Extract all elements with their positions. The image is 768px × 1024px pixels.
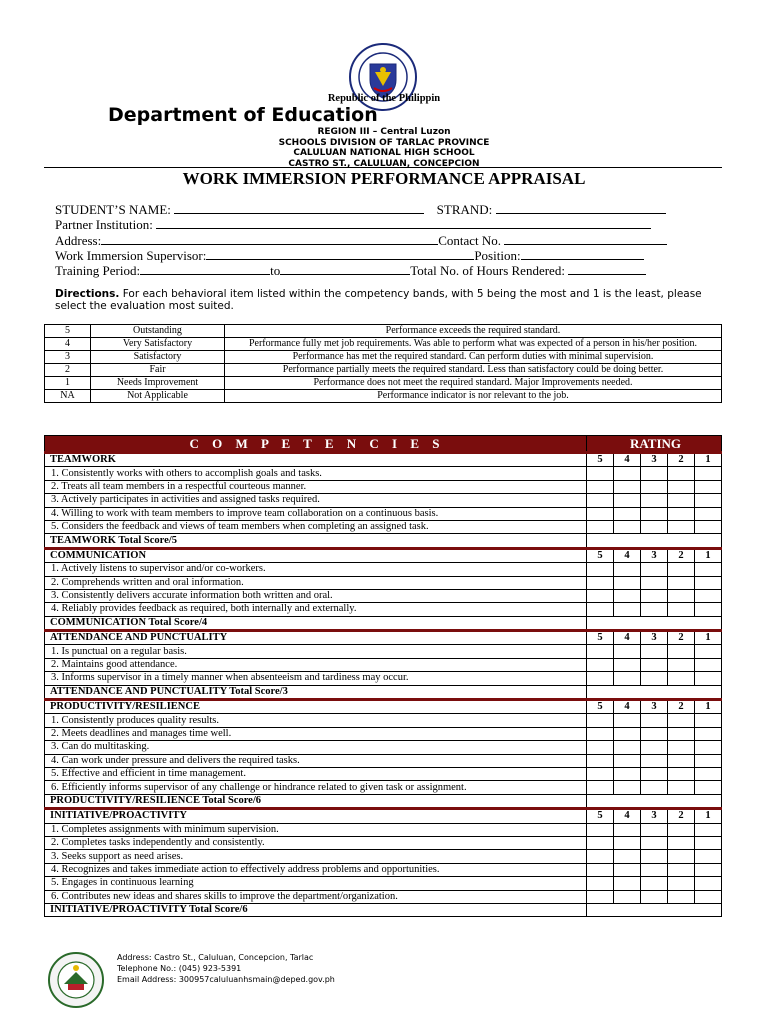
competency-item: 1. Consistently works with others to accomplish goals and tasks. [45, 467, 587, 480]
rating-cell[interactable] [614, 863, 641, 876]
competency-item: 6. Contributes new ideas and shares skills to improve the department/organization. [45, 890, 587, 903]
rating-cell[interactable] [641, 741, 668, 754]
rating-cell[interactable] [587, 494, 614, 507]
competency-item-row [45, 520, 722, 533]
scale-code: 1 [45, 377, 91, 390]
rating-column-label: 5 [587, 631, 614, 645]
total-hours-field[interactable] [568, 263, 646, 275]
rating-cell[interactable] [668, 480, 695, 493]
section-header-row [45, 631, 722, 645]
competency-item-row [45, 741, 722, 754]
training-end-field[interactable] [280, 263, 410, 275]
rating-cell[interactable] [641, 714, 668, 727]
division-line: SCHOOLS DIVISION OF TARLAC PROVINCE [278, 137, 490, 148]
rating-cell[interactable] [587, 467, 614, 480]
training-row [55, 263, 667, 278]
scale-description: Performance does not meet the required standard. Major Improvements needed. [225, 377, 722, 390]
rating-column-label: 5 [587, 548, 614, 562]
scale-label: Needs Improvement [91, 377, 225, 390]
competency-item: 5. Effective and efficient in time management. [45, 767, 587, 780]
rating-cell[interactable] [695, 767, 722, 780]
directions-body: For each behavioral item listed within the competency bands, with 5 being the most and 1 is the least, please select the evaluation most suited. [55, 288, 702, 312]
contact-label: Contact No. [438, 232, 502, 248]
directions-text [55, 288, 715, 312]
competency-item-row [45, 714, 722, 727]
header-divider [44, 167, 722, 168]
rating-cell[interactable] [641, 890, 668, 903]
rating-column-label: 2 [668, 809, 695, 823]
rating-cell[interactable] [695, 781, 722, 794]
rating-cell[interactable] [587, 890, 614, 903]
rating-cell[interactable] [614, 741, 641, 754]
rating-cell[interactable] [695, 672, 722, 685]
rating-column-label: 4 [614, 453, 641, 467]
section-total-label: ATTENDANCE AND PUNCTUALITY Total Score/3 [45, 685, 587, 699]
competency-item-row [45, 877, 722, 890]
rating-cell[interactable] [695, 467, 722, 480]
rating-cell[interactable] [668, 714, 695, 727]
rating-cell[interactable] [614, 507, 641, 520]
competency-item: 2. Treats all team members in a respectful courteous manner. [45, 480, 587, 493]
rating-column-label: 2 [668, 631, 695, 645]
rating-cell[interactable] [587, 714, 614, 727]
competencies-heading: C O M P E T E N C I E S [45, 436, 587, 453]
section-header-row [45, 548, 722, 562]
school-line: CALULUAN NATIONAL HIGH SCHOOL [293, 148, 475, 158]
rating-cell[interactable] [587, 603, 614, 616]
section-title: COMMUNICATION [45, 548, 587, 562]
section-total-row [45, 903, 722, 916]
footer-contact [117, 952, 335, 985]
rating-cell[interactable] [668, 576, 695, 589]
rating-cell[interactable] [695, 589, 722, 602]
rating-column-label: 5 [587, 809, 614, 823]
rating-cell[interactable] [668, 781, 695, 794]
rating-cell[interactable] [695, 741, 722, 754]
republic-heading: Republic of the Philippin [327, 93, 441, 104]
section-total-row [45, 794, 722, 808]
rating-column-label: 1 [695, 631, 722, 645]
rating-cell[interactable] [587, 823, 614, 836]
scale-description: Performance exceeds the required standard. [225, 325, 722, 338]
rating-cell[interactable] [668, 863, 695, 876]
footer-address: Address: Castro St., Caluluan, Concepcion, Tarlac [117, 953, 314, 962]
rating-cell[interactable] [668, 727, 695, 740]
student-name-field[interactable] [174, 202, 424, 214]
rating-cell[interactable] [695, 480, 722, 493]
rating-cell[interactable] [668, 507, 695, 520]
rating-cell[interactable] [695, 576, 722, 589]
scale-row [45, 390, 722, 403]
rating-cell[interactable] [614, 781, 641, 794]
rating-cell[interactable] [587, 576, 614, 589]
competency-item-row [45, 645, 722, 658]
competency-item-row [45, 480, 722, 493]
section-total-row [45, 685, 722, 699]
rating-cell[interactable] [641, 823, 668, 836]
competency-item-row [45, 754, 722, 767]
rating-cell[interactable] [614, 563, 641, 576]
competency-item: 2. Completes tasks independently and consistently. [45, 836, 587, 849]
rating-cell[interactable] [587, 480, 614, 493]
strand-field[interactable] [496, 202, 666, 214]
competency-item: 3. Consistently delivers accurate information both written and oral. [45, 589, 587, 602]
rating-cell[interactable] [695, 890, 722, 903]
rating-cell[interactable] [614, 494, 641, 507]
position-field[interactable] [521, 248, 644, 260]
rating-cell[interactable] [695, 850, 722, 863]
competency-item: 2. Meets deadlines and manages time well. [45, 727, 587, 740]
rating-cell[interactable] [614, 467, 641, 480]
competency-item-row [45, 467, 722, 480]
rating-cell[interactable] [587, 836, 614, 849]
scale-row [45, 364, 722, 377]
competency-item: 5. Engages in continuous learning [45, 877, 587, 890]
street-line: CASTRO ST., CALULUAN, CONCEPCION [288, 158, 480, 169]
rating-cell[interactable] [668, 850, 695, 863]
rating-cell[interactable] [614, 890, 641, 903]
competency-item-row [45, 658, 722, 671]
rating-cell[interactable] [641, 645, 668, 658]
rating-column-label: 4 [614, 809, 641, 823]
scale-row [45, 338, 722, 351]
total-hours-label: Total No. of Hours Rendered: [410, 263, 565, 279]
rating-cell[interactable] [614, 714, 641, 727]
competency-item-row [45, 672, 722, 685]
rating-cell[interactable] [695, 603, 722, 616]
competency-item-row [45, 507, 722, 520]
competency-item: 3. Actively participates in activities and assigned tasks required. [45, 494, 587, 507]
rating-cell[interactable] [668, 520, 695, 533]
rating-cell[interactable] [695, 520, 722, 533]
rating-cell[interactable] [668, 823, 695, 836]
section-total-label: COMMUNICATION Total Score/4 [45, 616, 587, 630]
competency-item: 5. Considers the feedback and views of team members when completing an assigned task. [45, 520, 587, 533]
rating-cell[interactable] [668, 603, 695, 616]
rating-cell[interactable] [641, 494, 668, 507]
rating-cell[interactable] [614, 658, 641, 671]
partner-field[interactable] [156, 217, 651, 229]
rating-cell[interactable] [668, 754, 695, 767]
section-total-row [45, 534, 722, 548]
rating-column-label: 2 [668, 453, 695, 467]
rating-column-label: 3 [641, 453, 668, 467]
rating-cell[interactable] [587, 645, 614, 658]
competency-item: 1. Is punctual on a regular basis. [45, 645, 587, 658]
competency-item: 4. Reliably provides feedback as required, both internally and externally. [45, 603, 587, 616]
rating-column-label: 5 [587, 700, 614, 714]
rating-heading: RATING [587, 436, 722, 453]
to-label: to [270, 263, 281, 279]
supervisor-field[interactable] [206, 248, 474, 260]
section-total-label: TEAMWORK Total Score/5 [45, 534, 587, 548]
section-total-score-cell[interactable] [587, 794, 722, 808]
competency-item-row [45, 890, 722, 903]
strand-label: STRAND: [436, 202, 493, 217]
rating-cell[interactable] [614, 836, 641, 849]
rating-cell[interactable] [695, 507, 722, 520]
competency-item: 4. Can work under pressure and delivers the required tasks. [45, 754, 587, 767]
rating-column-label: 3 [641, 809, 668, 823]
rating-cell[interactable] [614, 520, 641, 533]
rating-cell[interactable] [695, 714, 722, 727]
scale-description: Performance partially meets the required standard. Less than satisfactory could be doing better. [225, 364, 722, 377]
rating-cell[interactable] [695, 877, 722, 890]
rating-cell[interactable] [614, 576, 641, 589]
section-title: INITIATIVE/PROACTIVITY [45, 809, 587, 823]
training-start-field[interactable] [140, 263, 270, 275]
rating-cell[interactable] [614, 480, 641, 493]
competency-item: 3. Informs supervisor in a timely manner when absenteeism and tardiness may occur. [45, 672, 587, 685]
rating-column-label: 4 [614, 700, 641, 714]
footer-telephone: Telephone No.: (045) 923-5391 [117, 964, 242, 973]
address-label: Address: [55, 232, 102, 248]
competencies-table [44, 435, 722, 917]
competency-item-row [45, 494, 722, 507]
rating-cell[interactable] [587, 727, 614, 740]
scale-description: Performance fully met job requirements. Was able to perform what was expected of a person in his/her position. [225, 338, 722, 351]
scale-code: 2 [45, 364, 91, 377]
rating-cell[interactable] [614, 823, 641, 836]
school-seal-logo [48, 952, 104, 1008]
rating-cell[interactable] [587, 781, 614, 794]
student-info-fields [55, 202, 667, 278]
rating-column-label: 3 [641, 700, 668, 714]
rating-cell[interactable] [641, 863, 668, 876]
rating-cell[interactable] [641, 781, 668, 794]
rating-cell[interactable] [668, 741, 695, 754]
rating-cell[interactable] [641, 603, 668, 616]
competency-item-row [45, 823, 722, 836]
rating-cell[interactable] [587, 507, 614, 520]
rating-cell[interactable] [695, 754, 722, 767]
competency-item-row [45, 836, 722, 849]
rating-cell[interactable] [668, 890, 695, 903]
supervisor-label: Work Immersion Supervisor: [55, 247, 207, 263]
rating-cell[interactable] [695, 658, 722, 671]
training-period-label: Training Period: [55, 263, 141, 279]
department-heading: Department of Education [108, 104, 378, 126]
competency-item: 6. Efficiently informs supervisor of any challenge or hindrance related to given task or assignment. [45, 781, 587, 794]
rating-cell[interactable] [641, 767, 668, 780]
rating-cell[interactable] [641, 877, 668, 890]
rating-cell[interactable] [614, 767, 641, 780]
rating-column-label: 2 [668, 700, 695, 714]
rating-cell[interactable] [668, 645, 695, 658]
student-name-label: STUDENT’S NAME: [55, 202, 171, 217]
rating-cell[interactable] [641, 480, 668, 493]
rating-column-label: 2 [668, 548, 695, 562]
competency-item: 4. Willing to work with team members to improve team collaboration on a continuous basis. [45, 507, 587, 520]
competency-item: 3. Can do multitasking. [45, 741, 587, 754]
rating-cell[interactable] [668, 836, 695, 849]
rating-column-label: 5 [587, 453, 614, 467]
address-field[interactable] [101, 233, 438, 245]
footer-email: Email Address: 300957caluluanhsmain@deped.gov.ph [117, 975, 335, 984]
rating-cell[interactable] [668, 563, 695, 576]
section-title: ATTENDANCE AND PUNCTUALITY [45, 631, 587, 645]
competency-item-row [45, 576, 722, 589]
rating-cell[interactable] [614, 672, 641, 685]
rating-cell[interactable] [641, 589, 668, 602]
rating-cell[interactable] [695, 863, 722, 876]
competency-item-row [45, 781, 722, 794]
student-name-row [55, 202, 667, 217]
competency-item-row [45, 863, 722, 876]
rating-cell[interactable] [641, 850, 668, 863]
rating-column-label: 1 [695, 453, 722, 467]
supervisor-row [55, 248, 667, 263]
section-total-label: PRODUCTIVITY/RESILIENCE Total Score/6 [45, 794, 587, 808]
rating-cell[interactable] [668, 589, 695, 602]
rating-cell[interactable] [587, 850, 614, 863]
rating-cell[interactable] [614, 754, 641, 767]
rating-column-label: 1 [695, 809, 722, 823]
rating-cell[interactable] [695, 563, 722, 576]
competencies-header-row [45, 436, 722, 453]
section-header-row [45, 809, 722, 823]
competency-item-row [45, 767, 722, 780]
contact-field[interactable] [504, 233, 667, 245]
rating-cell[interactable] [641, 520, 668, 533]
rating-cell[interactable] [641, 563, 668, 576]
rating-cell[interactable] [587, 754, 614, 767]
scale-label: Very Satisfactory [91, 338, 225, 351]
directions-label: Directions. [55, 288, 120, 300]
scale-code: 5 [45, 325, 91, 338]
scale-label: Satisfactory [91, 351, 225, 364]
competency-item: 1. Consistently produces quality results. [45, 714, 587, 727]
rating-cell[interactable] [641, 836, 668, 849]
rating-cell[interactable] [614, 877, 641, 890]
rating-cell[interactable] [641, 658, 668, 671]
rating-column-label: 1 [695, 700, 722, 714]
rating-cell[interactable] [695, 836, 722, 849]
competency-item-row [45, 850, 722, 863]
rating-cell[interactable] [614, 727, 641, 740]
section-total-label: INITIATIVE/PROACTIVITY Total Score/6 [45, 903, 587, 916]
rating-cell[interactable] [587, 589, 614, 602]
competency-item-row [45, 727, 722, 740]
rating-cell[interactable] [641, 576, 668, 589]
scale-code: 4 [45, 338, 91, 351]
competency-item: 1. Actively listens to supervisor and/or co-workers. [45, 563, 587, 576]
position-label: Position: [474, 247, 521, 263]
partner-row [55, 217, 667, 232]
rating-cell[interactable] [614, 603, 641, 616]
rating-cell[interactable] [641, 754, 668, 767]
partner-label: Partner Institution: [55, 217, 153, 233]
section-total-row [45, 616, 722, 630]
scale-description: Performance has met the required standard. Can perform duties with minimal supervision. [225, 351, 722, 364]
rating-cell[interactable] [695, 494, 722, 507]
rating-cell[interactable] [695, 727, 722, 740]
rating-cell[interactable] [587, 863, 614, 876]
scale-row [45, 377, 722, 390]
rating-cell[interactable] [641, 727, 668, 740]
rating-cell[interactable] [614, 589, 641, 602]
rating-scale-table [44, 324, 722, 403]
rating-cell[interactable] [587, 672, 614, 685]
rating-column-label: 3 [641, 631, 668, 645]
rating-cell[interactable] [587, 563, 614, 576]
office-address-block [200, 127, 568, 169]
rating-cell[interactable] [587, 658, 614, 671]
competency-item: 4. Recognizes and takes immediate action to effectively address problems and opportunities. [45, 863, 587, 876]
rating-cell[interactable] [668, 767, 695, 780]
rating-cell[interactable] [587, 520, 614, 533]
rating-cell[interactable] [695, 645, 722, 658]
rating-cell[interactable] [641, 467, 668, 480]
rating-cell[interactable] [695, 823, 722, 836]
rating-cell[interactable] [587, 767, 614, 780]
scale-label: Fair [91, 364, 225, 377]
scale-code: 3 [45, 351, 91, 364]
scale-row [45, 351, 722, 364]
section-total-score-cell[interactable] [587, 534, 722, 548]
rating-cell[interactable] [668, 672, 695, 685]
rating-cell[interactable] [641, 507, 668, 520]
form-title: WORK IMMERSION PERFORMANCE APPRAISAL [182, 169, 586, 188]
rating-cell[interactable] [587, 741, 614, 754]
competency-item: 1. Completes assignments with minimum supervision. [45, 823, 587, 836]
scale-description: Performance indicator is nor relevant to the job. [225, 390, 722, 403]
competency-item-row [45, 603, 722, 616]
rating-cell[interactable] [614, 850, 641, 863]
section-header-row [45, 453, 722, 467]
section-total-score-cell[interactable] [587, 685, 722, 699]
competency-item-row [45, 563, 722, 576]
rating-cell[interactable] [614, 645, 641, 658]
scale-code: NA [45, 390, 91, 403]
competency-item: 3. Seeks support as need arises. [45, 850, 587, 863]
scale-label: Not Applicable [91, 390, 225, 403]
section-title: PRODUCTIVITY/RESILIENCE [45, 700, 587, 714]
section-total-score-cell[interactable] [587, 616, 722, 630]
section-header-row [45, 700, 722, 714]
competency-item: 2. Comprehends written and oral information. [45, 576, 587, 589]
rating-column-label: 3 [641, 548, 668, 562]
competency-item: 2. Maintains good attendance. [45, 658, 587, 671]
rating-cell[interactable] [668, 494, 695, 507]
address-row [55, 233, 667, 248]
rating-column-label: 4 [614, 548, 641, 562]
section-total-score-cell[interactable] [587, 903, 722, 916]
section-title: TEAMWORK [45, 453, 587, 467]
scale-row [45, 325, 722, 338]
rating-column-label: 1 [695, 548, 722, 562]
rating-cell[interactable] [641, 672, 668, 685]
scale-label: Outstanding [91, 325, 225, 338]
rating-cell[interactable] [668, 467, 695, 480]
rating-cell[interactable] [587, 877, 614, 890]
rating-cell[interactable] [668, 658, 695, 671]
rating-column-label: 4 [614, 631, 641, 645]
region-line: REGION III – Central Luzon [317, 127, 451, 137]
rating-cell[interactable] [668, 877, 695, 890]
competency-item-row [45, 589, 722, 602]
